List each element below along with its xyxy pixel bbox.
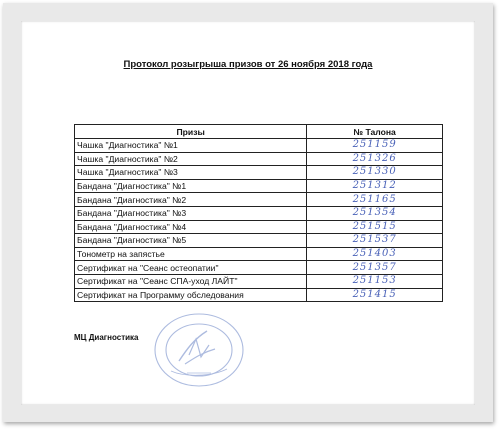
table-row (75, 274, 443, 288)
table-row (75, 179, 443, 193)
table-row (75, 139, 443, 153)
table-row (75, 220, 443, 234)
stamp-seal-icon (149, 309, 249, 391)
table-row (75, 206, 443, 220)
table-row (75, 247, 443, 261)
table-row (75, 288, 443, 302)
table-header-row (75, 125, 443, 139)
ticket-cell: 251312 (307, 179, 443, 193)
ticket-cell: 251403 (307, 247, 443, 261)
prize-cell: Тонометр на запястье (75, 247, 307, 261)
prize-cell: Бандана "Диагностика" №2 (75, 193, 307, 207)
prize-cell: Чашка "Диагностика" №1 (75, 139, 307, 153)
ticket-cell: 251159 (307, 139, 443, 153)
prize-cell: Бандана "Диагностика" №1 (75, 179, 307, 193)
prize-cell: Сертификат на Программу обследования (75, 288, 307, 302)
document-title: Протокол розыгрыша призов от 26 ноября 2018 года (123, 59, 373, 70)
prize-cell: Сертификат на "Сеанс остеопатии" (75, 261, 307, 275)
prize-cell: Чашка "Диагностика" №3 (75, 166, 307, 180)
organization-label: МЦ Диагностика (74, 333, 139, 342)
ticket-cell: 251515 (307, 220, 443, 234)
ticket-cell: 251326 (307, 152, 443, 166)
table-row (75, 193, 443, 207)
ticket-cell: 251354 (307, 206, 443, 220)
prize-cell: Бандана "Диагностика" №5 (75, 234, 307, 248)
ticket-cell: 251165 (307, 193, 443, 207)
ticket-cell: 251330 (307, 166, 443, 180)
prize-cell: Сертификат на "Сеанс СПА-уход ЛАЙТ" (75, 274, 307, 288)
ticket-cell: 251415 (307, 288, 443, 302)
header-ticket: № Талона (307, 125, 443, 139)
ticket-cell: 251357 (307, 261, 443, 275)
prize-table (74, 124, 443, 302)
prize-cell: Бандана "Диагностика" №4 (75, 220, 307, 234)
table-row (75, 166, 443, 180)
picture-frame (3, 3, 493, 422)
table-row (75, 261, 443, 275)
ticket-cell: 251153 (307, 274, 443, 288)
prize-cell: Чашка "Диагностика" №2 (75, 152, 307, 166)
header-prizes: Призы (75, 125, 307, 139)
document-sheet (21, 21, 475, 405)
prize-cell: Бандана "Диагностика" №3 (75, 206, 307, 220)
ticket-cell: 251537 (307, 234, 443, 248)
table-row (75, 152, 443, 166)
table-row (75, 234, 443, 248)
